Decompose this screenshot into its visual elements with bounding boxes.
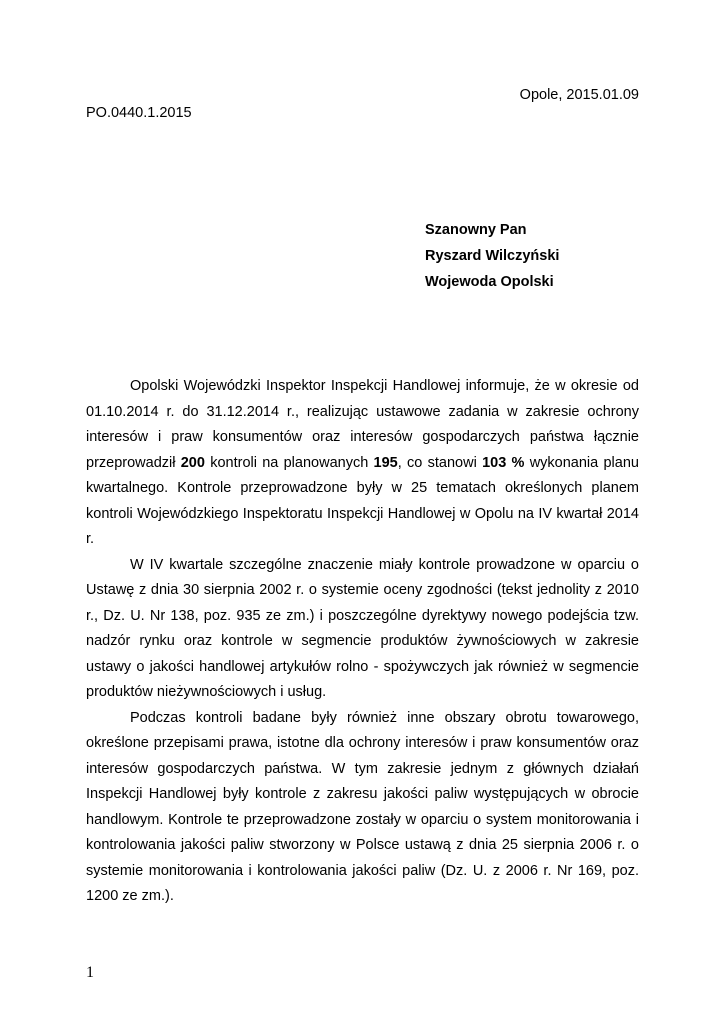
paragraph-1: [86, 374, 639, 553]
p1-text-2: kontroli na planowanych: [204, 454, 374, 471]
execution-percent: 103 %: [482, 454, 525, 471]
paragraph-3: Podczas kontroli badane były również inne obszary obrotu towarowego, określone przepisami prawa, istotne dla ochrony interesów i praw konsumentów oraz interesów gospodarczych państwa. W tym zakresie jednym z głównych działań Inspekcji Handlowej były kontrole z zakresu jakości paliw występujących w obrocie handlowym. Kontrole te przeprowadzone zostały w oparciu o system monitorowania i kontrolowania jakości paliw stworzony w Polsce ustawą z dnia 25 sierpnia 2006 r. o systemie monitorowania i kontrolowania jakości paliw (Dz. U. z 2006 r. Nr 169, poz. 1200 ze zm.).: [86, 709, 639, 904]
planned-count: 195: [373, 454, 398, 471]
letter-body: [86, 374, 639, 910]
page-number: 1: [86, 964, 94, 981]
place-date: Opole, 2015.01.09: [519, 87, 639, 103]
p1-text-3: , co stanowi: [397, 454, 483, 471]
recipient-name: Ryszard Wilczyński: [425, 248, 560, 264]
paragraph-2: W IV kwartale szczególne znaczenie miały kontrole prowadzone w oparciu o Ustawę z dnia 30 sierpnia 2002 r. o systemie oceny zgodności (tekst jednolity z 2010 r., Dz. U. Nr 138, poz. 935 ze zm.) i poszczególne dyrektywy nowego podejścia tzw. nadzór rynku oraz kontrole w segmencie produktów żywnościowych w zakresie ustawy o jakości handlowej artykułów rolno - spożywczych jak również w segmencie produktów nieżywnościowych i usług.: [86, 556, 639, 700]
recipient-salutation: Szanowny Pan: [425, 222, 527, 238]
p1-text-1: Opolski Wojewódzki Inspektor Inspekcji Handlowej informuje, że w okresie od 01.10.2014 r. do 31.12.2014 r., realizując ustawowe zadania w zakresie ochrony interesów i praw konsumentów oraz interesów gospodarczych państwa łącznie przeprowadził: [86, 378, 639, 471]
recipient-title: Wojewoda Opolski: [425, 274, 554, 290]
p1-text-4: wykonania planu kwartalnego. Kontrole przeprowadzone były w 25 tematach określonych planem kontroli Wojewódzkiego Inspektoratu Inspekcji Handlowej w Opolu na IV kwartał 2014 r.: [86, 454, 639, 547]
recipient-block: [425, 217, 559, 295]
reference-number: PO.0440.1.2015: [86, 105, 192, 121]
controls-count: 200: [180, 454, 205, 471]
